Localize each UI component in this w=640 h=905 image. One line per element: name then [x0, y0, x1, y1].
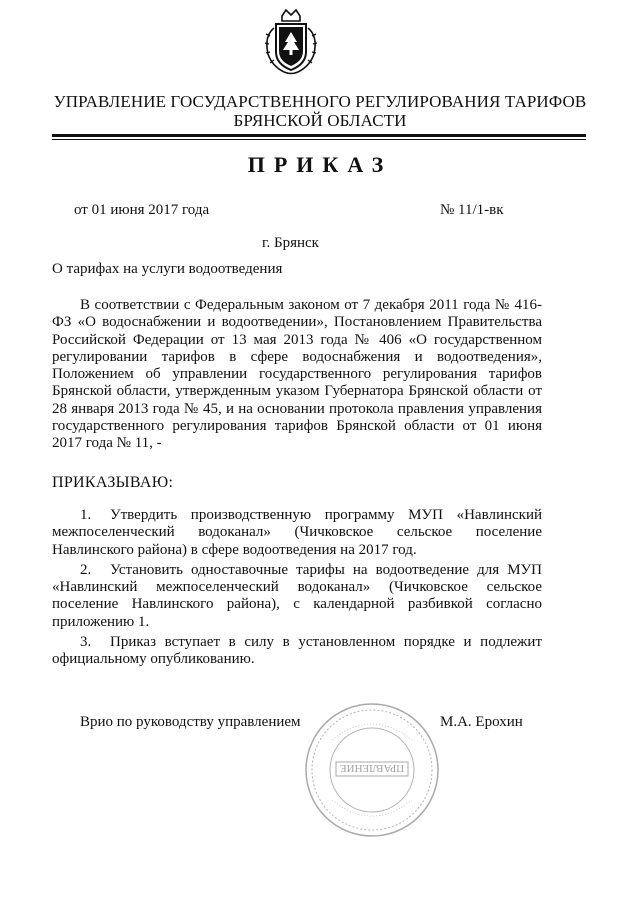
order-item-text: Приказ вступает в силу в установленном порядке и подлежит официальному опубликованию.	[52, 634, 542, 668]
order-item-number: 3.	[80, 634, 92, 651]
order-items-list	[52, 507, 542, 672]
header-divider-thin	[52, 139, 586, 140]
order-item-text: Установить одноставочные тарифы на водоотведение для МУП «Навлинский межпоселенческий водоканал» (Чичковское сельское поселение Навлинского района), с календарной разбивкой согласно приложению 1.	[52, 561, 542, 630]
preamble-paragraph: В соответствии с Федеральным законом от 7 декабря 2011 года № 416-ФЗ «О водоснабжении и водоотведении», Постановлением Правительства Российской Федерации от 13 мая 2013 года № 406 «О государственном регулировании тарифов в сфере водоснабжения и водоотведения», Положением об управлении государственного регулирования тарифов Брянской области, утвержденным указом Губернатора Брянской области от 28 января 2013 года № 45, и на основании протокола правления управления государственного регулирования тарифов Брянской области от 01 июня 2017 года № 11, -	[52, 297, 542, 452]
signatory-name: М.А. Ерохин	[440, 714, 523, 730]
order-item	[52, 562, 542, 631]
document-title: ПРИКАЗ	[247, 152, 393, 177]
document-number: № 11/1-вк	[440, 202, 504, 218]
document-date: от 01 июня 2017 года	[74, 202, 210, 218]
document-subject: О тарифах на услуги водоотведения	[52, 261, 283, 277]
header-divider-thick	[52, 134, 586, 137]
authority-line-2: БРЯНСКОЙ ОБЛАСТИ	[233, 111, 407, 130]
order-item-number: 1.	[80, 507, 92, 523]
order-item-text: Утвердить производственную программу МУП «Навлинский межпоселенческий водоканал» (Чичковское сельское поселение Навлинского района) в сфере водоотведения на 2017 год.	[52, 507, 542, 558]
document-city: г. Брянск	[262, 235, 319, 251]
seal-text: ПРАВЛЕНИЕ	[339, 762, 405, 774]
order-item-number: 2.	[80, 561, 92, 578]
authority-name	[0, 92, 640, 130]
signatory-role: Врио по руководству управлением	[80, 714, 301, 730]
order-item	[52, 634, 542, 669]
order-item	[52, 507, 542, 559]
authority-line-1: УПРАВЛЕНИЕ ГОСУДАРСТВЕННОГО РЕГУЛИРОВАНИЯ ТАРИФОВ	[53, 92, 587, 111]
order-word: ПРИКАЗЫВАЮ:	[52, 474, 174, 491]
bryansk-coat-of-arms-icon	[262, 6, 320, 76]
official-seal-icon	[302, 700, 442, 840]
